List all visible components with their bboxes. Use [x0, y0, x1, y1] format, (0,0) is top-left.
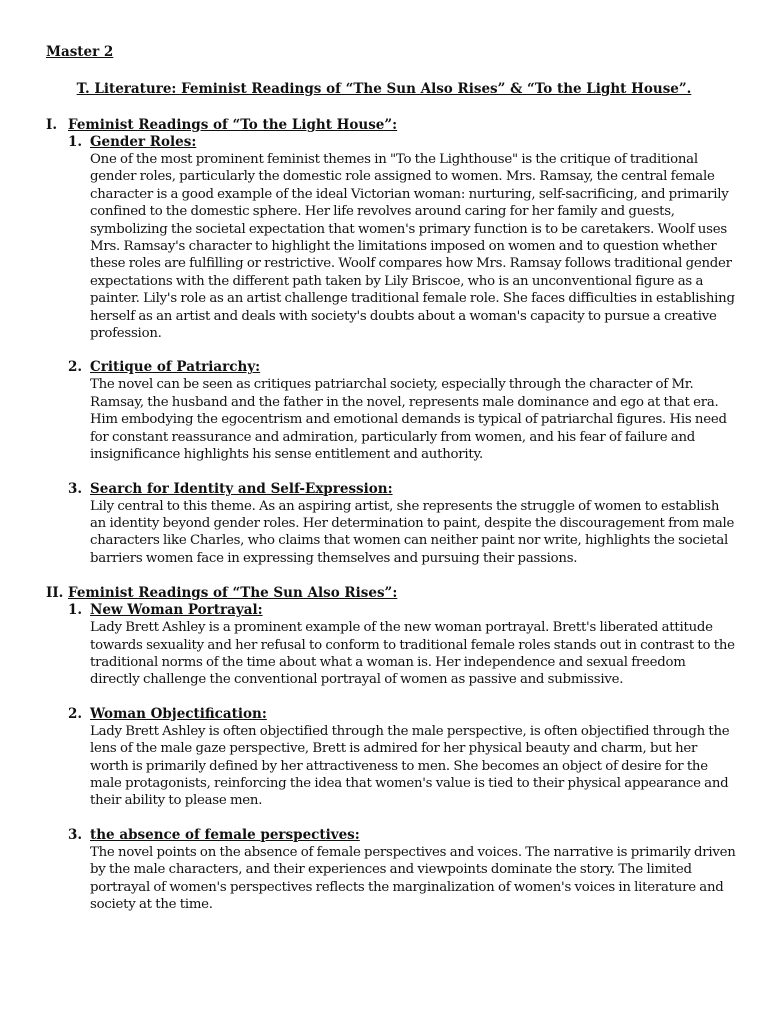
subsection-number: 2. [68, 359, 83, 376]
subsection-body: Lily central to this theme. As an aspiring artist, she represents the struggle of women to establish an identity beyond gender roles. Her determination to paint, despite the discouragement from male characters like Charles, who claims that women can neither paint nor write, highlights the societal barriers women face in expressing themselves and pursuing their passions. [90, 498, 735, 566]
document-content [46, 116, 736, 913]
subsection-heading [68, 706, 736, 723]
subsection-gender-roles [68, 134, 736, 342]
subsection-heading [68, 359, 736, 376]
subsection-search-for-identity [68, 481, 736, 568]
section-number: II. [46, 585, 64, 602]
subsection-heading [68, 827, 736, 844]
section-the-sun-also-rises [46, 584, 736, 913]
subsection-title: Gender Roles: [90, 134, 197, 150]
section-heading [46, 116, 736, 134]
subsection-body: One of the most prominent feminist themes in "To the Lighthouse" is the critique of traditional gender roles, particularly the domestic role assigned to women. Mrs. Ramsay, the central female character is a good example of the ideal Victorian woman: nurturing, self-sacrificing, and primarily confined to the domestic sphere. Her life revolves around caring for her family and guests, symbolizing the societal expectation that women's primary function is to be caretakers. Woolf uses Mrs. Ramsay's character to highlight the limitations imposed on women and to question whether these roles are fulfilling or restrictive. Woolf compares how Mrs. Ramsay follows traditional gender expectations with the different path taken by Lily Briscoe, who is an unconventional figure as a painter. Lily's role as an artist challenge traditional female role. She faces difficulties in establishing herself as an artist and deals with society's doubts about a woman's capacity to pursue a creative profession. [90, 152, 735, 342]
subsection-number: 2. [68, 705, 83, 722]
section-title: Feminist Readings of “To the Light House”: [68, 117, 398, 133]
subsection-body: The novel points on the absence of female perspectives and voices. The narrative is primarily driven by the male characters, and their experiences and viewpoints dominate the story. The limited portrayal of women's perspectives reflects the marginalization of women's voices in literature and society at the time. [90, 844, 736, 912]
subsection-title: New Woman Portrayal: [90, 602, 263, 619]
subsection-woman-objectification [68, 706, 736, 810]
subsection-number: 3. [68, 480, 83, 497]
subsection-critique-of-patriarchy [68, 359, 736, 463]
subsection-new-woman-portrayal [68, 602, 736, 689]
subsection-title: Critique of Patriarchy: [90, 359, 261, 376]
section-heading [46, 584, 736, 602]
subsection-title: Woman Objectification: [90, 705, 267, 722]
subsection-heading [68, 134, 736, 151]
subsection-body: Lady Brett Ashley is a prominent example of the new woman portrayal. Brett's liberated attitude towards sexuality and her refusal to conform to traditional female roles stands out in contrast to the traditional norms of the time about what a woman is. Her independence and sexual freedom directly challenge the conventional portrayal of women as passive and submissive. [90, 620, 735, 688]
subsection-title: Search for Identity and Self-Expression: [90, 480, 393, 497]
subsection-number: 1. [68, 602, 83, 619]
course-label: Master 2 [46, 44, 114, 60]
section-to-the-lighthouse [46, 116, 736, 567]
subsection-number: 3. [68, 826, 83, 843]
subsection-absence-of-female-perspectives [68, 827, 736, 914]
subsection-heading [68, 602, 736, 619]
subsection-body: Lady Brett Ashley is often objectified through the male perspective, is often objectified through the lens of the male gaze perspective, Brett is admired for her physical beauty and charm, but her worth is primarily defined by her attractiveness to men. She becomes an object of desire for the male protagonists, reinforcing the idea that women's value is tied to their physical appearance and their ability to please men. [90, 723, 730, 809]
section-number: I. [46, 117, 58, 133]
document-title: T. Literature: Feminist Readings of “The Sun Also Rises” & “To the Light House”. [76, 81, 692, 97]
section-title: Feminist Readings of “The Sun Also Rises”: [68, 585, 398, 602]
subsection-number: 1. [68, 134, 83, 150]
subsection-heading [68, 481, 736, 498]
subsection-title: the absence of female perspectives: [90, 826, 360, 843]
subsection-body: The novel can be seen as critiques patriarchal society, especially through the character of Mr. Ramsay, the husband and the father in the novel, represents male dominance and ego at that era. Him embodying the egocentrism and emotional demands is typical of patriarchal figures. His need for constant reassurance and admiration, particularly from women, and his fear of failure and insignificance highlights his sense entitlement and authority. [90, 377, 727, 463]
